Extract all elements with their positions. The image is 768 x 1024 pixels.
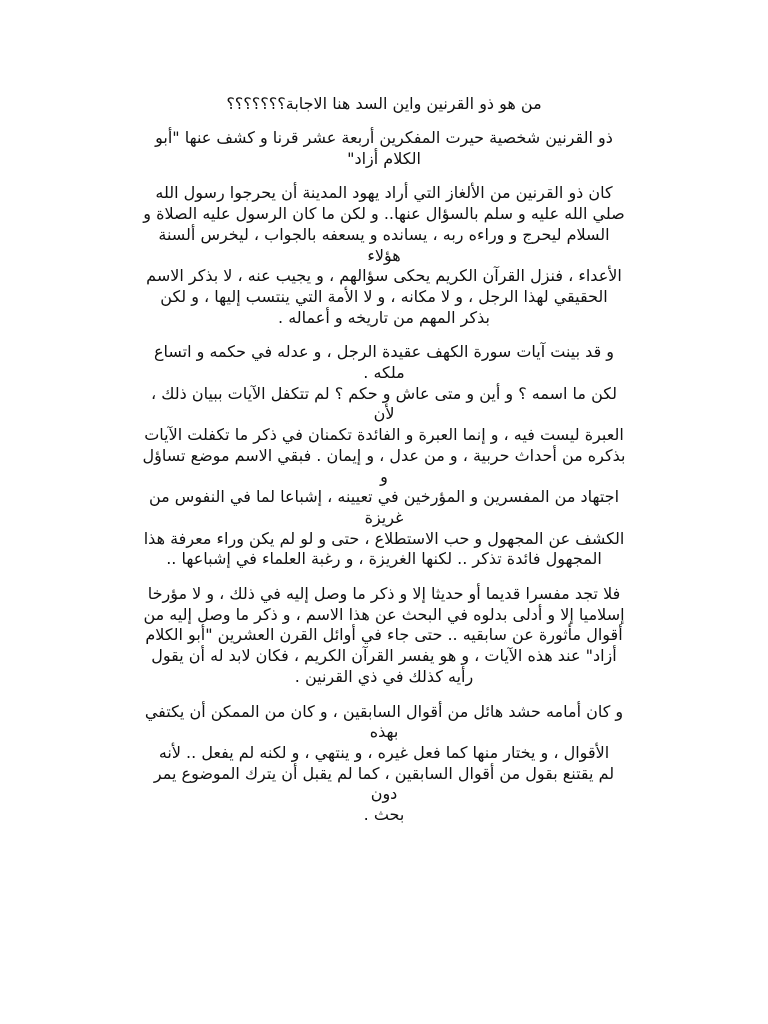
paragraph-line: فلا تجد مفسرا قديما أو حديثا إلا و ذكر ما وصل إليه في ذلك ، و لا مؤرخا	[147, 584, 621, 604]
paragraph-line: و قد بينت آيات سورة الكهف عقيدة الرجل ، و عدله في حكمه و اتساع	[153, 342, 615, 362]
paragraph	[100, 128, 668, 169]
document-body	[100, 128, 668, 826]
paragraph-line: و كان أمامه حشد هائل من أقوال السابقين ، و كان من الممكن أن يكتفي	[144, 701, 624, 721]
paragraph-line: إسلاميا إلا و أدلى بدلوه في البحث عن هذا الاسم ، و ذكر ما وصل إليه من	[143, 604, 625, 624]
paragraph-line: السلام ليحرج و وراءه ربه ، يسانده و يسعفه بالجواب ، ليخرس ألسنة	[158, 224, 610, 244]
paragraph-line: لم يقتنع بقول من أقوال السابقين ، كما لم يقبل أن يترك الموضوع يمر	[153, 763, 615, 783]
paragraph-line: هؤلاء	[367, 245, 401, 265]
paragraph-line: ملكه .	[363, 363, 405, 383]
paragraph-line: الأعداء ، فنزل القرآن الكريم يحكى سؤالهم ، و يجيب عنه ، لا بذكر الاسم	[146, 266, 622, 286]
paragraph-line: أقوال مأثورة عن سابقيه .. حتى جاء في أوائل القرن العشرين "أبو الكلام	[145, 625, 623, 645]
paragraph	[100, 584, 668, 688]
paragraph-line: لكن ما اسمه ؟ و أين و متى عاش و حكم ؟ لم تتكفل الآيات ببيان ذلك ،	[151, 383, 617, 403]
paragraph	[100, 342, 668, 570]
paragraph-line: كان ذو القرنين من الألغاز التي أراد يهود المدينة أن يحرجوا رسول الله	[155, 183, 613, 203]
paragraph-line: أزاد" عند هذه الآيات ، و هو يفسر القرآن الكريم ، فكان لابد له أن يقول	[151, 646, 617, 666]
paragraph-line: بهذه	[369, 722, 399, 742]
paragraph-line: غريزة	[364, 507, 404, 527]
paragraph	[100, 702, 668, 826]
paragraph-line: اجتهاد من المفسرين و المؤرخين في تعيينه ، إشباعا لما في النفوس من	[148, 487, 620, 507]
paragraph-line: الكشف عن المجهول و حب الاستطلاع ، حتى و لو لم يكن وراء معرفة هذا	[143, 528, 625, 548]
paragraph-line: الأقوال ، و يختار منها كما فعل غيره ، و ينتهي ، و لكنه لم يفعل .. لأنه	[158, 742, 610, 762]
paragraph-line: بذكر المهم من تاريخه و أعماله .	[278, 307, 490, 327]
paragraph-line: ذو القرنين شخصية حيرت المفكرين أربعة عشر قرنا و كشف عنها "أبو	[155, 128, 613, 147]
paragraph-line: صلي الله عليه و سلم بالسؤال عنها.. و لكن ما كان الرسول عليه الصلاة و	[143, 204, 625, 224]
document-page	[100, 94, 668, 840]
paragraph-line: و	[380, 466, 388, 486]
paragraph-line: الحقيقي لهذا الرجل ، و لا مكانه ، و لا الأمة التي ينتسب إليها ، و لكن	[160, 286, 608, 306]
paragraph-line: رأيه كذلك في ذي القرنين .	[294, 666, 474, 686]
paragraph-line: دون	[370, 784, 398, 804]
paragraph-line: الكلام أزاد"	[347, 148, 421, 168]
paragraph-line: المجهول فائدة تذكر .. لكنها الغريزة ، و رغبة العلماء في إشباعها ..	[166, 549, 602, 569]
paragraph-line: لأن	[373, 404, 395, 424]
document-title: من هو ذو القرنين واين السد هنا الاجابة؟؟؟؟؟؟؟	[226, 94, 542, 113]
paragraph-line: بذكره من أحداث حربية ، و من عدل ، و إيمان . فبقي الاسم موضع تساؤل	[142, 445, 626, 465]
paragraph	[100, 183, 668, 328]
paragraph-line: بحث .	[363, 805, 405, 825]
paragraph-line: العبرة ليست فيه ، و إنما العبرة و الفائدة تكمنان في ذكر ما تكفلت الآيات	[144, 425, 624, 445]
